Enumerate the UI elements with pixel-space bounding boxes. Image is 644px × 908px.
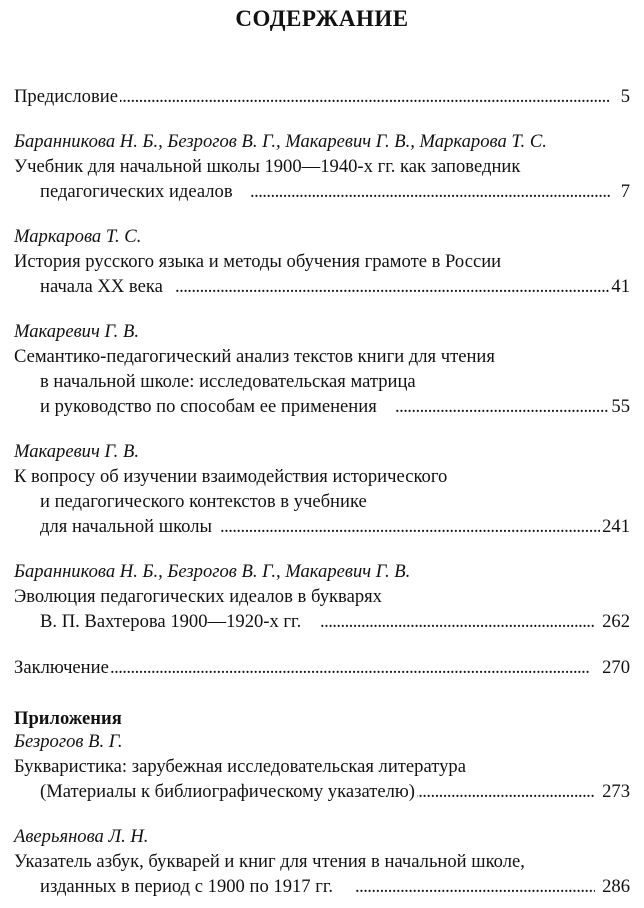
entry-title-line: и руководство по способам ее применения	[40, 396, 377, 417]
entry-authors: Макаревич Г. В.	[14, 321, 139, 342]
page-number: 270	[602, 657, 630, 678]
leader-dots	[110, 657, 590, 679]
leader-dots	[355, 876, 595, 898]
page-number: 5	[620, 86, 630, 107]
entry-authors: Безрогов В. Г.	[14, 731, 123, 752]
toc-entry-conclusion[interactable]	[0, 657, 644, 679]
entry-title-line: Эволюция педагогических идеалов в букварях	[14, 586, 382, 607]
entry-title-line: Указатель азбук, букварей и книг для чтения в начальной школе,	[14, 851, 525, 872]
entry-title-line: начала XX века	[40, 276, 163, 297]
leader-dots	[250, 181, 610, 203]
toc-entry-5[interactable]	[0, 611, 644, 633]
entry-authors: Аверьянова Л. Н.	[14, 826, 149, 847]
section-heading-appendices: Приложения	[14, 708, 122, 729]
leader-dots	[395, 396, 610, 418]
leader-dots	[320, 611, 595, 633]
leader-dots	[220, 516, 600, 538]
toc-entry-2[interactable]	[0, 276, 644, 298]
entry-title-line: в начальной школе: исследовательская матрица	[40, 371, 416, 392]
page-number: 41	[611, 276, 630, 297]
entry-title-line: Семантико-педагогический анализ текстов книги для чтения	[14, 346, 495, 367]
entry-title-line: В. П. Вахтерова 1900—1920-х гг.	[40, 611, 302, 632]
entry-title-line: для начальной школы	[40, 516, 213, 537]
page-number: 273	[602, 781, 630, 802]
page-number: 7	[620, 181, 630, 202]
entry-title-line: (Материалы к библиографическому указателю)	[40, 781, 415, 802]
leader-dots	[410, 781, 595, 803]
toc-entry-3[interactable]	[0, 396, 644, 418]
leader-dots	[110, 86, 610, 108]
entry-authors: Баранникова Н. Б., Безрогов В. Г., Макаревич Г. В., Маркарова Т. С.	[14, 131, 547, 152]
entry-title: Заключение	[14, 657, 109, 678]
entry-authors: Баранникова Н. Б., Безрогов В. Г., Макаревич Г. В.	[14, 561, 411, 582]
toc-entry-4[interactable]	[0, 516, 644, 538]
entry-authors: Макаревич Г. В.	[14, 441, 139, 462]
entry-title-line: Букваристика: зарубежная исследовательская литература	[14, 756, 466, 777]
toc-entry-6[interactable]	[0, 781, 644, 803]
entry-title-line: Учебник для начальной школы 1900—1940-х гг. как заповедник	[14, 156, 521, 177]
page-number: 262	[602, 611, 630, 632]
page-number: 55	[611, 396, 630, 417]
entry-title-line: История русского языка и методы обучения грамоте в России	[14, 251, 502, 272]
page-number: 286	[602, 876, 630, 897]
toc-entry-preface[interactable]	[0, 86, 644, 108]
entry-title-line: педагогических идеалов	[40, 181, 233, 202]
toc-entry-7[interactable]	[0, 876, 644, 898]
entry-title-line: К вопросу об изучении взаимодействия исторического	[14, 466, 448, 487]
entry-title: Предисловие	[14, 86, 118, 107]
entry-title-line: и педагогического контекстов в учебнике	[40, 491, 367, 512]
entry-title-line: изданных в период с 1900 по 1917 гг.	[40, 876, 334, 897]
toc-entry-1[interactable]	[0, 181, 644, 203]
leader-dots	[175, 276, 610, 298]
toc-title: СОДЕРЖАНИЕ	[235, 6, 409, 31]
page-number: 241	[602, 516, 630, 537]
entry-authors: Маркарова Т. С.	[14, 226, 142, 247]
